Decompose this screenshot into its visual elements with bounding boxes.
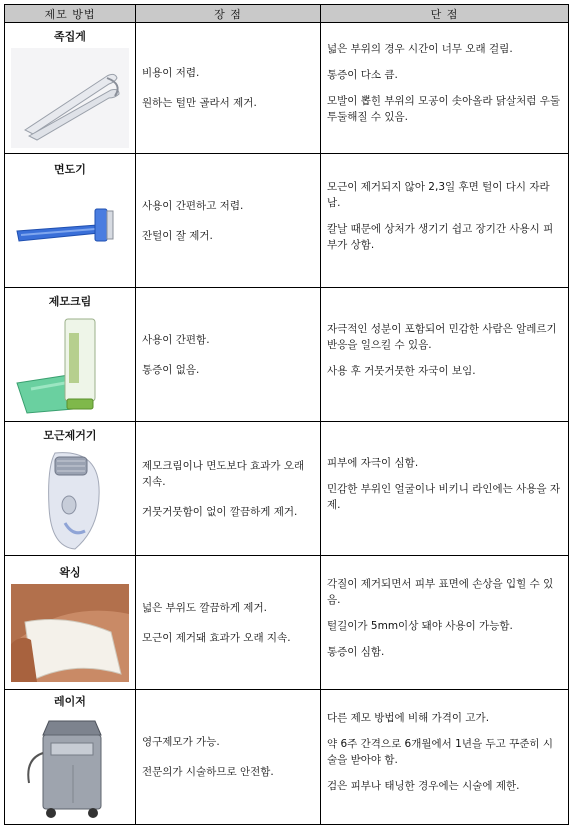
- cons-text: 검은 피부나 태닝한 경우에는 시술에 제한.: [327, 780, 520, 792]
- cons-cell: [321, 556, 569, 690]
- cons-text: 털길이가 5mm이상 돼야 사용이 가능함.: [327, 619, 513, 632]
- hair-removal-comparison-table: [4, 4, 569, 825]
- pros-text: 전문의가 시술하므로 안전함.: [142, 766, 274, 778]
- table-row: [5, 690, 569, 825]
- pros-text: 통증이 없음.: [142, 363, 200, 376]
- cons-text: 통증이 심함.: [327, 645, 385, 658]
- cons-text: 칼날 때문에 상처가 생기기 쉽고 장기간 사용시 피부가 상함.: [327, 222, 554, 251]
- cons-cell: [321, 422, 569, 556]
- method-cell: [5, 556, 136, 690]
- pros-text: 원하는 털만 골라서 제거.: [142, 97, 257, 109]
- pros-cell: [136, 154, 321, 288]
- razor-icon: [11, 181, 129, 281]
- method-cell: [5, 288, 136, 422]
- cons-text: 다른 제모 방법에 비해 가격이 고가.: [327, 712, 490, 724]
- tweezers-icon: [11, 48, 129, 148]
- table-row: [5, 422, 569, 556]
- cons-text: 민감한 부위인 얼굴이나 비키니 라인에는 사용을 자제.: [327, 482, 561, 511]
- pros-text: 사용이 간편함.: [142, 333, 210, 346]
- cons-text: 각질이 제거되면서 피부 표면에 손상을 입힐 수 있음.: [327, 577, 554, 606]
- header-cons: 단 점: [321, 5, 569, 23]
- method-cell: [5, 422, 136, 556]
- pros-text: 잔털이 잘 제거.: [142, 229, 213, 242]
- cons-text: 피부에 자극이 심함.: [327, 456, 419, 469]
- cons-text: 넓은 부위의 경우 시간이 너무 오래 걸림.: [327, 43, 513, 55]
- cons-cell: [321, 288, 569, 422]
- pros-text: 비용이 저렴.: [142, 67, 200, 79]
- cons-text: 사용 후 거뭇거뭇한 자국이 보임.: [327, 364, 476, 377]
- pros-text: 넓은 부위도 깔끔하게 제거.: [142, 601, 267, 614]
- pros-text: 제모크림이나 면도보다 효과가 오래 지속.: [142, 459, 305, 488]
- method-cell: [5, 690, 136, 825]
- table-row: [5, 154, 569, 288]
- cons-cell: [321, 154, 569, 288]
- cons-text: 자극적인 성분이 포함되어 민감한 사람은 알레르기 반응을 일으킬 수 있음.: [327, 322, 557, 351]
- pros-text: 영구제모가 가능.: [142, 736, 220, 748]
- cons-cell: [321, 690, 569, 825]
- table-row: [5, 556, 569, 690]
- table-row: [5, 288, 569, 422]
- pros-cell: [136, 23, 321, 154]
- cons-text: 약 6주 간격으로 6개월에서 1년을 두고 꾸준히 시술을 받아야 함.: [327, 738, 553, 766]
- method-name: 족집게: [54, 30, 86, 43]
- pros-cell: [136, 288, 321, 422]
- laser-machine-icon: [11, 713, 129, 821]
- epilator-icon: [11, 447, 129, 551]
- pros-text: 거뭇거뭇함이 없이 깔끔하게 제거.: [142, 505, 298, 518]
- method-name: 면도기: [54, 162, 86, 176]
- header-pros: 장 점: [136, 5, 321, 23]
- pros-text: 사용이 간편하고 저렴.: [142, 199, 244, 212]
- method-cell: [5, 23, 136, 154]
- method-cell: [5, 154, 136, 288]
- cons-text: 모근이 제거되지 않아 2,3일 후면 털이 다시 자라남.: [327, 180, 550, 209]
- waxing-strip-icon: [11, 584, 129, 682]
- method-name: 레이저: [54, 695, 86, 708]
- pros-cell: [136, 422, 321, 556]
- table-row: [5, 23, 569, 154]
- cream-tube-icon: [11, 313, 129, 417]
- header-method: 제모 방법: [5, 5, 136, 23]
- pros-cell: [136, 690, 321, 825]
- cons-text: 통증이 다소 큼.: [327, 69, 398, 81]
- cons-cell: [321, 23, 569, 154]
- cons-text: 모발이 뽑힌 부위의 모공이 솟아올라 닭살처럼 우둘투둘해질 수 있음.: [327, 95, 561, 123]
- pros-text: 모근이 제거돼 효과가 오래 지속.: [142, 631, 291, 644]
- pros-cell: [136, 556, 321, 690]
- table-header-row: [5, 5, 569, 23]
- method-name: 왁싱: [59, 565, 81, 579]
- method-name: 제모크림: [48, 294, 92, 308]
- method-name: 모근제거기: [43, 428, 97, 442]
